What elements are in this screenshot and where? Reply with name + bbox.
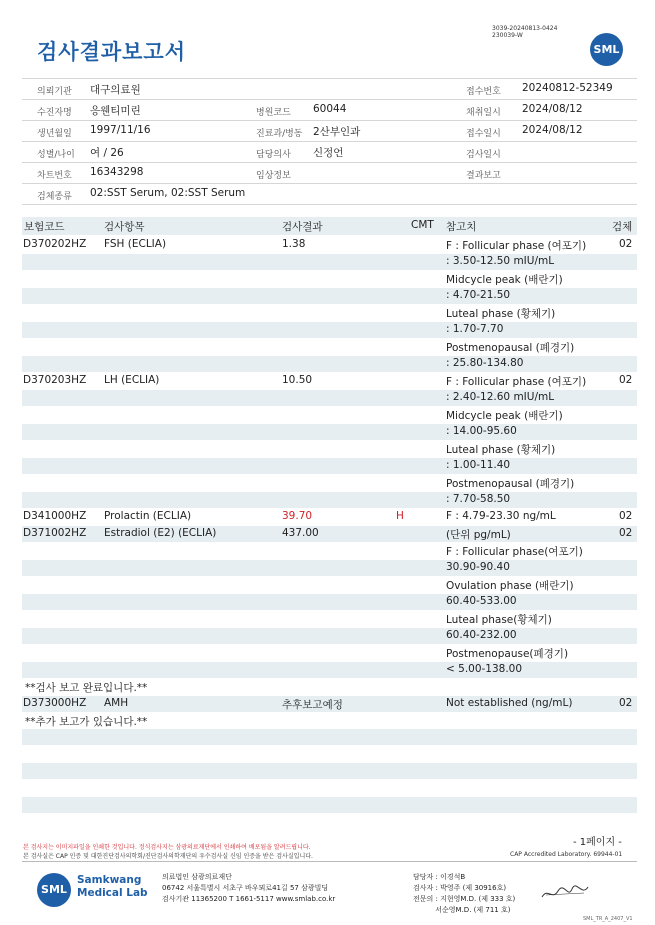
cell-reference: : 2.40-12.60 mIU/mL <box>446 391 555 403</box>
table-row <box>22 356 637 372</box>
table-note: **검사 보고 완료입니다.** <box>25 682 148 694</box>
page-title: 검사결과보고서 <box>37 40 187 64</box>
cell-code: D370202HZ <box>23 238 87 250</box>
department-label: 진료과/병동 <box>256 129 303 139</box>
sml-logo: SML <box>590 33 623 66</box>
brand-line1: Samkwang <box>77 874 142 886</box>
col-header-code: 보험코드 <box>24 221 65 233</box>
cell-reference: Luteal phase (황체기) <box>446 308 556 320</box>
chart-no-label: 차트번호 <box>37 171 72 181</box>
cell-item: AMH <box>104 697 129 709</box>
footer-divider <box>22 861 637 862</box>
divider <box>22 99 637 100</box>
cell-specimen: 02 <box>619 374 633 386</box>
test-date-label: 검사일시 <box>466 150 501 160</box>
cell-reference: Luteal phase(황체기) <box>446 614 552 626</box>
table-row <box>22 797 637 813</box>
table-row <box>22 288 637 304</box>
table-row <box>22 322 637 338</box>
cell-reference: F : Follicular phase (여포기) <box>446 240 587 252</box>
cell-code: D370203HZ <box>23 374 87 386</box>
cell-specimen: 02 <box>619 527 633 539</box>
table-row <box>22 458 637 474</box>
cell-reference: : 25.80-134.80 <box>446 357 524 369</box>
cell-result: 437.00 <box>282 527 319 539</box>
table-row <box>22 492 637 508</box>
hospital-code-label: 병원코드 <box>256 108 291 118</box>
cell-reference: F : Follicular phase (여포기) <box>446 376 587 388</box>
cell-item: LH (ECLIA) <box>104 374 160 386</box>
cell-specimen: 02 <box>619 510 633 522</box>
cell-specimen: 02 <box>619 238 633 250</box>
cell-reference: Luteal phase (황체기) <box>446 444 556 456</box>
cell-reference: Postmenopausal (폐경기) <box>446 342 575 354</box>
document-id <box>492 25 557 39</box>
cell-result: 39.70 <box>282 510 313 522</box>
sex-age-value: 여 / 26 <box>90 147 124 159</box>
notice-image-copy: 본 검사지는 이미지파일을 인쇄한 것입니다. 정식검사지는 삼광의료재단에서 인쇄하여 배포됨을 알려드립니다. <box>23 844 311 851</box>
table-row <box>22 628 637 644</box>
cap-accreditation: CAP Accredited Laboratory. 69944-01 <box>510 851 623 858</box>
clinical-info-label: 임상정보 <box>256 171 291 181</box>
foundation-address: 06742 서울특별시 서초구 바우뫼로41길 57 삼광빌딩 <box>162 884 329 892</box>
cell-reference: Postmenopausal (폐경기) <box>446 478 575 490</box>
receipt-date-label: 접수일시 <box>466 129 501 139</box>
col-header-item: 검사항목 <box>104 221 145 233</box>
cell-reference: 60.40-232.00 <box>446 629 517 641</box>
table-row <box>22 729 637 745</box>
hospital-code-value: 60044 <box>313 103 347 115</box>
cell-reference: : 1.00-11.40 <box>446 459 511 471</box>
specimen-label: 검체종류 <box>37 192 72 202</box>
col-header-cmt: CMT <box>411 219 434 231</box>
department-value: 2산부인과 <box>313 126 361 138</box>
table-row <box>22 560 637 576</box>
staff-line: 전문의 : 지현영M.D. (제 333 호) <box>413 895 516 903</box>
sml-footer-logo: SML <box>37 873 71 907</box>
divider <box>22 141 637 142</box>
col-header-result: 검사결과 <box>282 221 323 233</box>
patient-name-value: 응웬티미린 <box>90 105 141 117</box>
chart-no-value: 16343298 <box>90 166 144 178</box>
notice-accreditation: 본 검사실은 CAP 인증 및 대한진단검사의학회/진단검사의학재단의 우수검사실 신임 인증을 받은 검사실입니다. <box>23 853 313 860</box>
collection-date-label: 채취일시 <box>466 108 501 118</box>
receipt-no-value: 20240812-52349 <box>522 82 613 94</box>
foundation-name: 의료법인 삼광의료재단 <box>162 873 232 881</box>
staff-line: 담당자 : 이경석B <box>413 873 466 881</box>
cell-reference: Ovulation phase (배란기) <box>446 580 574 592</box>
divider <box>22 78 637 79</box>
requesting-institution-label: 의뢰기관 <box>37 87 72 97</box>
specimen-value: 02:SST Serum, 02:SST Serum <box>90 187 246 199</box>
brand-line2: Medical Lab <box>77 887 148 899</box>
cell-reference: : 4.70-21.50 <box>446 289 511 301</box>
table-row <box>22 763 637 779</box>
page-number: - 1페이지 - <box>573 837 622 848</box>
requesting-institution-value: 대구의료원 <box>90 84 141 96</box>
cell-item: Estradiol (E2) (ECLIA) <box>104 527 217 539</box>
cell-reference: F : Follicular phase(여포기) <box>446 546 583 558</box>
cell-result: 1.38 <box>282 238 306 250</box>
cell-reference: : 3.50-12.50 mIU/mL <box>446 255 555 267</box>
table-row <box>22 662 637 678</box>
foundation-info <box>162 872 335 905</box>
doctor-label: 담당의사 <box>256 150 291 160</box>
form-code: SML_TR_A_2407_V1 <box>583 916 633 922</box>
cell-item: Prolactin (ECLIA) <box>104 510 192 522</box>
foundation-contact: 검사기관 11365200 T 1661-5117 www.smlab.co.kr <box>162 895 336 903</box>
birth-value: 1997/11/16 <box>90 124 151 136</box>
document-id-line2: 230039-W <box>492 32 523 39</box>
divider <box>22 183 637 184</box>
cell-reference: Midcycle peak (배란기) <box>446 274 563 286</box>
table-row <box>22 424 637 440</box>
report-label: 결과보고 <box>466 171 501 181</box>
signature-icon <box>540 883 590 903</box>
divider <box>22 120 637 121</box>
cell-result: 10.50 <box>282 374 313 386</box>
cell-reference: : 1.70-7.70 <box>446 323 504 335</box>
cell-reference: (단위 pg/mL) <box>446 529 511 541</box>
cell-cmt: H <box>396 510 404 522</box>
col-header-specimen: 검체 <box>612 221 633 233</box>
cell-result: 추후보고예정 <box>282 699 343 711</box>
cell-item: FSH (ECLIA) <box>104 238 167 250</box>
cell-reference: 60.40-533.00 <box>446 595 517 607</box>
staff-line: 검사자 : 박영주 (제 30916호) <box>413 884 507 892</box>
cell-reference: : 14.00-95.60 <box>446 425 517 437</box>
table-note: **추가 보고가 있습니다.** <box>25 716 148 728</box>
birth-label: 생년월일 <box>37 129 72 139</box>
divider <box>22 204 637 205</box>
cell-code: D341000HZ <box>23 510 87 522</box>
col-header-reference: 참고치 <box>446 221 477 233</box>
staff-info <box>413 872 515 916</box>
cell-reference: Postmenopause(폐경기) <box>446 648 569 660</box>
cell-code: D373000HZ <box>23 697 87 709</box>
table-row <box>22 594 637 610</box>
divider <box>22 162 637 163</box>
doctor-value: 신정언 <box>313 147 344 159</box>
brand-name <box>77 874 148 900</box>
sex-age-label: 성별/나이 <box>37 150 75 160</box>
cell-reference: < 5.00-138.00 <box>446 663 523 675</box>
cell-reference: Midcycle peak (배란기) <box>446 410 563 422</box>
receipt-date-value: 2024/08/12 <box>522 124 583 136</box>
cell-reference: : 7.70-58.50 <box>446 493 511 505</box>
patient-name-label: 수진자명 <box>37 108 72 118</box>
cell-specimen: 02 <box>619 697 633 709</box>
cell-code: D371002HZ <box>23 527 87 539</box>
cell-reference: Not established (ng/mL) <box>446 697 573 709</box>
staff-line: 서순영M.D. (제 711 호) <box>413 906 511 914</box>
receipt-no-label: 접수번호 <box>466 87 501 97</box>
cell-reference: 30.90-90.40 <box>446 561 510 573</box>
cell-reference: F : 4.79-23.30 ng/mL <box>446 510 556 522</box>
collection-date-value: 2024/08/12 <box>522 103 583 115</box>
document-id-line1: 3039-20240813-0424 <box>492 25 558 32</box>
